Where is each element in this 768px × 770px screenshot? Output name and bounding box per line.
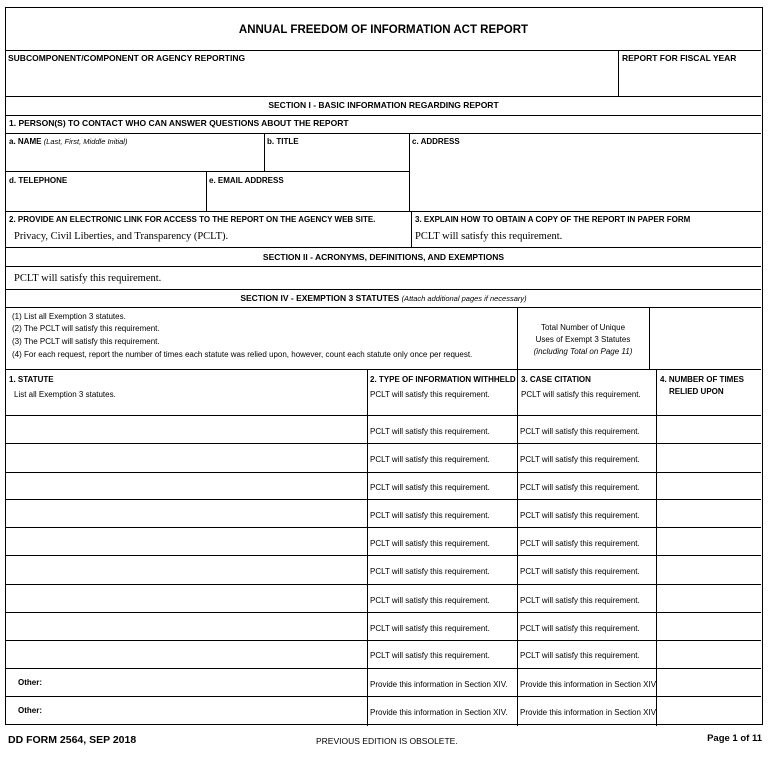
- col-citation-sub: PCLT will satisfy this requirement.: [521, 390, 641, 399]
- divider: [6, 171, 409, 172]
- paper-copy-value[interactable]: PCLT will satisfy this requirement.: [415, 231, 563, 242]
- section-1-title: SECTION I - BASIC INFORMATION REGARDING REPORT: [268, 100, 499, 110]
- row-10-citation[interactable]: Provide this information in Section XIV.: [520, 680, 658, 689]
- divider: [6, 472, 761, 473]
- row-4-type[interactable]: PCLT will satisfy this requirement.: [370, 511, 490, 520]
- row-3-type[interactable]: PCLT will satisfy this requirement.: [370, 483, 490, 492]
- divider: [649, 307, 650, 369]
- col-citation-header: 3. CASE CITATION: [521, 375, 591, 384]
- row-11-statute: Other:: [18, 706, 42, 715]
- divider: [517, 369, 518, 726]
- row-10-type[interactable]: Provide this information in Section XIV.: [370, 680, 508, 689]
- row-9-type[interactable]: PCLT will satisfy this requirement.: [370, 651, 490, 660]
- instruction-2: (2) The PCLT will satisfy this requirement.: [12, 324, 160, 333]
- divider: [6, 266, 761, 267]
- total-unique-uses-field[interactable]: [651, 309, 759, 367]
- col-statute-header: 1. STATUTE: [9, 375, 54, 384]
- address-label: c. ADDRESS: [412, 137, 460, 146]
- divider: [6, 369, 761, 370]
- row-1-type[interactable]: PCLT will satisfy this requirement.: [370, 427, 490, 436]
- divider: [6, 50, 761, 51]
- divider: [409, 133, 410, 211]
- obsolete-note: PREVIOUS EDITION IS OBSOLETE.: [316, 736, 458, 746]
- page-number: Page 1 of 11: [707, 733, 762, 744]
- divider: [6, 307, 761, 308]
- telephone-field[interactable]: [8, 188, 204, 210]
- row-8-citation[interactable]: PCLT will satisfy this requirement.: [520, 624, 640, 633]
- instruction-1: (1) List all Exemption 3 statutes.: [12, 312, 126, 321]
- row-3-citation[interactable]: PCLT will satisfy this requirement.: [520, 483, 640, 492]
- row-2-type[interactable]: PCLT will satisfy this requirement.: [370, 455, 490, 464]
- instruction-4: (4) For each request, report the number of times each statute was relied upon, however, count each statute only once per request.: [12, 350, 473, 359]
- col-type-sub: PCLT will satisfy this requirement.: [370, 390, 490, 399]
- row-11-type[interactable]: Provide this information in Section XIV.: [370, 708, 508, 717]
- divider: [6, 668, 761, 669]
- paper-copy-label: 3. EXPLAIN HOW TO OBTAIN A COPY OF THE REPORT IN PAPER FORM: [415, 215, 691, 224]
- divider: [6, 443, 761, 444]
- total-label-2: Uses of Exempt 3 Statutes: [535, 335, 631, 344]
- col-count-header-1: 4. NUMBER OF TIMES: [660, 375, 745, 384]
- divider: [6, 133, 761, 134]
- divider: [6, 115, 761, 116]
- row-1-citation[interactable]: PCLT will satisfy this requirement.: [520, 427, 640, 436]
- foia-report-form: [5, 7, 763, 725]
- name-field[interactable]: [8, 148, 262, 170]
- divider: [264, 133, 265, 171]
- divider: [6, 527, 761, 528]
- fiscal-year-label: REPORT FOR FISCAL YEAR: [622, 53, 737, 63]
- form-title: ANNUAL FREEDOM OF INFORMATION ACT REPORT: [238, 24, 529, 36]
- fiscal-year-field[interactable]: [620, 66, 760, 94]
- col-count-header-2: RELIED UPON: [669, 387, 724, 396]
- divider: [656, 369, 657, 726]
- row-7-citation[interactable]: PCLT will satisfy this requirement.: [520, 596, 640, 605]
- email-field[interactable]: [208, 188, 407, 210]
- title-label: b. TITLE: [267, 137, 299, 146]
- web-link-label: 2. PROVIDE AN ELECTRONIC LINK FOR ACCESS TO THE REPORT ON THE AGENCY WEB SITE.: [9, 215, 376, 224]
- col-type-header: 2. TYPE OF INFORMATION WITHHELD: [370, 375, 516, 384]
- address-field[interactable]: [411, 148, 759, 210]
- row-8-type[interactable]: PCLT will satisfy this requirement.: [370, 624, 490, 633]
- row-9-citation[interactable]: PCLT will satisfy this requirement.: [520, 651, 640, 660]
- subcomponent-field[interactable]: [6, 66, 616, 94]
- divider: [6, 555, 761, 556]
- contact-persons-label: 1. PERSON(S) TO CONTACT WHO CAN ANSWER QUESTIONS ABOUT THE REPORT: [9, 118, 349, 128]
- divider: [411, 211, 412, 247]
- total-label-3: (including Total on Page 11): [533, 347, 633, 356]
- divider: [206, 171, 207, 211]
- row-5-citation[interactable]: PCLT will satisfy this requirement.: [520, 539, 640, 548]
- title-field[interactable]: [266, 148, 407, 170]
- row-10-statute: Other:: [18, 678, 42, 687]
- total-label-1: Total Number of Unique: [540, 323, 626, 332]
- row-5-type[interactable]: PCLT will satisfy this requirement.: [370, 539, 490, 548]
- row-7-type[interactable]: PCLT will satisfy this requirement.: [370, 596, 490, 605]
- divider: [6, 211, 761, 212]
- row-4-citation[interactable]: PCLT will satisfy this requirement.: [520, 511, 640, 520]
- name-label: a. NAME (Last, First, Middle Initial): [9, 137, 128, 146]
- divider: [6, 696, 761, 697]
- row-6-citation[interactable]: PCLT will satisfy this requirement.: [520, 567, 640, 576]
- row-11-citation[interactable]: Provide this information in Section XIV.: [520, 708, 658, 717]
- web-link-value[interactable]: Privacy, Civil Liberties, and Transparency (PCLT).: [14, 231, 229, 242]
- divider: [367, 369, 368, 726]
- instruction-3: (3) The PCLT will satisfy this requirement.: [12, 337, 160, 346]
- divider: [6, 584, 761, 585]
- email-label: e. EMAIL ADDRESS: [209, 176, 284, 185]
- divider: [6, 415, 761, 416]
- divider: [6, 499, 761, 500]
- subcomponent-label: SUBCOMPONENT/COMPONENT OR AGENCY REPORTING: [8, 53, 246, 63]
- divider: [6, 247, 761, 248]
- section-2-title: SECTION II - ACRONYMS, DEFINITIONS, AND EXEMPTIONS: [262, 252, 505, 262]
- section-4-title: SECTION IV - EXEMPTION 3 STATUTES (Attach additional pages if necessary): [240, 293, 527, 303]
- section-2-value[interactable]: PCLT will satisfy this requirement.: [14, 273, 162, 284]
- divider: [6, 640, 761, 641]
- col-statute-sub: List all Exemption 3 statutes.: [14, 390, 116, 399]
- telephone-label: d. TELEPHONE: [9, 176, 68, 185]
- form-id: DD FORM 2564, SEP 2018: [8, 734, 137, 746]
- divider: [6, 612, 761, 613]
- divider: [618, 50, 619, 96]
- row-6-type[interactable]: PCLT will satisfy this requirement.: [370, 567, 490, 576]
- divider: [6, 96, 761, 97]
- row-2-citation[interactable]: PCLT will satisfy this requirement.: [520, 455, 640, 464]
- divider: [6, 289, 761, 290]
